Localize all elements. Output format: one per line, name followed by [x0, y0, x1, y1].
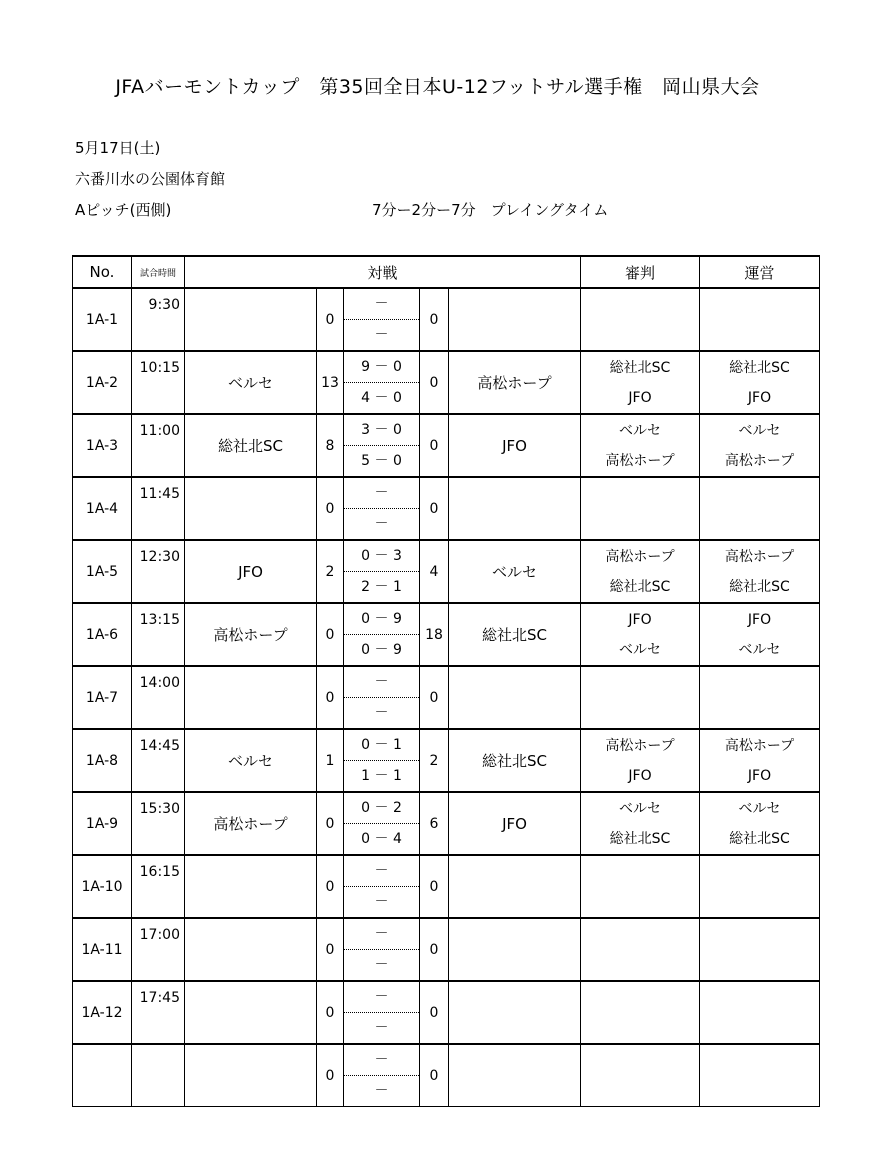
referee-2: JFO — [628, 389, 652, 406]
home-team: ベルセ — [185, 351, 317, 414]
away-total-score: 0 — [420, 351, 449, 414]
referee-teams — [581, 477, 700, 540]
referee-teams — [581, 981, 700, 1044]
operation-2: 総社北SC — [729, 578, 790, 595]
referee-2 — [581, 1013, 699, 1043]
second-half-score: － — [374, 1020, 389, 1036]
match-number: 1A-7 — [73, 666, 132, 729]
match-date: 5月17日(土) — [75, 139, 161, 157]
referee-1: 総社北SC — [609, 359, 671, 376]
away-team — [449, 855, 581, 918]
half-scores — [344, 603, 420, 666]
half-scores — [344, 855, 420, 918]
match-time: 17:45 — [132, 981, 185, 1044]
referee-teams — [581, 855, 700, 918]
home-total-score: 0 — [317, 1044, 344, 1107]
operation-2: JFO — [747, 389, 772, 406]
operation-1 — [700, 857, 819, 887]
operation-2 — [700, 698, 819, 728]
first-half-score: － — [344, 478, 419, 509]
pitch-name: Aピッチ(西側) — [75, 201, 172, 219]
operation-1: 高松ホープ — [724, 737, 795, 754]
operation-teams — [700, 1044, 820, 1107]
header-match: 対戦 — [185, 256, 581, 288]
half-scores — [344, 288, 420, 351]
second-half-score: － — [374, 327, 389, 343]
away-total-score: 0 — [420, 288, 449, 351]
operation-2: 高松ホープ — [724, 452, 795, 469]
venue-name: 六番川水の公園体育館 — [75, 170, 226, 188]
referee-teams — [581, 1044, 700, 1107]
operation-1 — [700, 479, 819, 509]
referee-teams — [581, 414, 700, 477]
match-time: 17:00 — [132, 918, 185, 981]
operation-2 — [700, 509, 819, 539]
referee-2 — [581, 1076, 699, 1106]
match-number: 1A-5 — [73, 540, 132, 603]
second-half-score: 0 － 9 — [361, 642, 402, 658]
operation-1: 高松ホープ — [724, 548, 795, 565]
operation-2 — [700, 320, 819, 350]
match-time: 12:30 — [132, 540, 185, 603]
away-total-score: 0 — [420, 918, 449, 981]
referee-1 — [581, 920, 699, 950]
home-total-score: 0 — [317, 603, 344, 666]
match-number — [73, 1044, 132, 1107]
half-scores — [344, 792, 420, 855]
match-number: 1A-8 — [73, 729, 132, 792]
operation-1 — [700, 983, 819, 1013]
table-row — [73, 603, 820, 666]
half-scores — [344, 414, 420, 477]
operation-teams — [700, 603, 820, 666]
half-scores — [344, 477, 420, 540]
half-scores — [344, 540, 420, 603]
table-row — [73, 855, 820, 918]
match-time: 14:45 — [132, 729, 185, 792]
home-total-score: 0 — [317, 981, 344, 1044]
home-team — [185, 981, 317, 1044]
referee-teams — [581, 729, 700, 792]
second-half-score: － — [374, 516, 389, 532]
operation-2 — [700, 887, 819, 917]
home-team: 高松ホープ — [185, 603, 317, 666]
operation-teams — [700, 729, 820, 792]
home-team: JFO — [185, 540, 317, 603]
table-row — [73, 981, 820, 1044]
home-team — [185, 288, 317, 351]
referee-teams — [581, 540, 700, 603]
away-team: 総社北SC — [449, 603, 581, 666]
home-team — [185, 918, 317, 981]
away-total-score: 4 — [420, 540, 449, 603]
first-half-score: 9 － 0 — [344, 352, 419, 383]
match-number: 1A-3 — [73, 414, 132, 477]
header-referee: 審判 — [581, 256, 700, 288]
operation-1: JFO — [747, 611, 772, 628]
home-total-score: 0 — [317, 792, 344, 855]
second-half-score: 0 － 4 — [361, 831, 402, 847]
second-half-score: 4 － 0 — [361, 390, 402, 406]
away-total-score: 0 — [420, 666, 449, 729]
table-row — [73, 477, 820, 540]
operation-teams — [700, 540, 820, 603]
home-total-score: 0 — [317, 666, 344, 729]
referee-2 — [581, 887, 699, 917]
half-scores — [344, 666, 420, 729]
referee-1 — [581, 1046, 699, 1076]
second-half-score: 5 － 0 — [361, 453, 402, 469]
half-scores — [344, 918, 420, 981]
operation-1 — [700, 668, 819, 698]
referee-2 — [581, 320, 699, 350]
referee-1: ベルセ — [619, 800, 661, 817]
first-half-score: － — [344, 289, 419, 320]
operation-1 — [700, 1046, 819, 1076]
match-time — [132, 1044, 185, 1107]
referee-1: 高松ホープ — [605, 548, 675, 565]
match-number: 1A-11 — [73, 918, 132, 981]
home-team — [185, 1044, 317, 1107]
operation-teams — [700, 855, 820, 918]
first-half-score: － — [344, 919, 419, 950]
match-time: 9:30 — [132, 288, 185, 351]
away-total-score: 0 — [420, 981, 449, 1044]
home-team: ベルセ — [185, 729, 317, 792]
table-row — [73, 729, 820, 792]
match-time: 16:15 — [132, 855, 185, 918]
match-number: 1A-12 — [73, 981, 132, 1044]
away-team: 高松ホープ — [449, 351, 581, 414]
home-team: 高松ホープ — [185, 792, 317, 855]
referee-2 — [581, 698, 699, 728]
first-half-score: 0 － 3 — [344, 541, 419, 572]
away-total-score: 18 — [420, 603, 449, 666]
half-scores — [344, 729, 420, 792]
match-time: 11:45 — [132, 477, 185, 540]
away-team — [449, 477, 581, 540]
home-total-score: 0 — [317, 855, 344, 918]
home-team — [185, 666, 317, 729]
away-total-score: 0 — [420, 1044, 449, 1107]
first-half-score: 0 － 1 — [344, 730, 419, 761]
operation-teams — [700, 666, 820, 729]
second-half-score: － — [374, 957, 389, 973]
second-half-score: － — [374, 1083, 389, 1099]
referee-teams — [581, 351, 700, 414]
referee-2: ベルセ — [619, 641, 661, 658]
schedule-table — [72, 255, 820, 1107]
referee-2: 高松ホープ — [605, 452, 675, 469]
match-number: 1A-10 — [73, 855, 132, 918]
table-row — [73, 414, 820, 477]
table-row — [73, 792, 820, 855]
operation-1 — [700, 290, 819, 320]
first-half-score: － — [344, 856, 419, 887]
referee-1: ベルセ — [619, 422, 661, 439]
first-half-score: 3 － 0 — [344, 415, 419, 446]
match-time: 10:15 — [132, 351, 185, 414]
match-time: 14:00 — [132, 666, 185, 729]
second-half-score: － — [374, 705, 389, 721]
operation-teams — [700, 477, 820, 540]
away-total-score: 0 — [420, 414, 449, 477]
operation-teams — [700, 288, 820, 351]
first-half-score: － — [344, 667, 419, 698]
operation-2: JFO — [747, 767, 772, 784]
away-total-score: 0 — [420, 477, 449, 540]
referee-1 — [581, 857, 699, 887]
table-row — [73, 666, 820, 729]
operation-1: ベルセ — [738, 422, 781, 439]
header-no: No. — [73, 256, 132, 288]
operation-2: ベルセ — [738, 641, 781, 658]
referee-1 — [581, 668, 699, 698]
referee-1: 高松ホープ — [605, 737, 675, 754]
referee-1: JFO — [628, 611, 652, 628]
referee-teams — [581, 918, 700, 981]
away-team — [449, 288, 581, 351]
match-time: 15:30 — [132, 792, 185, 855]
referee-2 — [581, 950, 699, 980]
operation-teams — [700, 351, 820, 414]
table-row — [73, 1044, 820, 1107]
header-time: 試合時間 — [132, 256, 185, 288]
first-half-score: 0 － 9 — [344, 604, 419, 635]
referee-teams — [581, 792, 700, 855]
table-row — [73, 918, 820, 981]
home-team — [185, 855, 317, 918]
home-total-score: 0 — [317, 288, 344, 351]
match-time: 11:00 — [132, 414, 185, 477]
match-number: 1A-9 — [73, 792, 132, 855]
match-number: 1A-6 — [73, 603, 132, 666]
home-total-score: 0 — [317, 477, 344, 540]
away-team — [449, 918, 581, 981]
operation-2 — [700, 1013, 819, 1043]
table-row — [73, 540, 820, 603]
home-team: 総社北SC — [185, 414, 317, 477]
away-team: ベルセ — [449, 540, 581, 603]
half-scores — [344, 1044, 420, 1107]
away-team: 総社北SC — [449, 729, 581, 792]
away-team — [449, 981, 581, 1044]
second-half-score: 1 － 1 — [361, 768, 402, 784]
table-row — [73, 288, 820, 351]
operation-teams — [700, 792, 820, 855]
operation-teams — [700, 414, 820, 477]
referee-2 — [581, 509, 699, 539]
home-total-score: 8 — [317, 414, 344, 477]
first-half-score: － — [344, 1045, 419, 1076]
referee-2: 総社北SC — [609, 830, 671, 847]
match-number: 1A-1 — [73, 288, 132, 351]
away-team: JFO — [449, 414, 581, 477]
away-total-score: 6 — [420, 792, 449, 855]
table-row — [73, 351, 820, 414]
operation-2: 総社北SC — [729, 830, 790, 847]
operation-1: ベルセ — [738, 800, 781, 817]
operation-1: 総社北SC — [729, 359, 790, 376]
away-total-score: 0 — [420, 855, 449, 918]
first-half-score: － — [344, 982, 419, 1013]
match-number: 1A-4 — [73, 477, 132, 540]
match-number: 1A-2 — [73, 351, 132, 414]
referee-1 — [581, 290, 699, 320]
away-team: JFO — [449, 792, 581, 855]
away-total-score: 2 — [420, 729, 449, 792]
home-total-score: 2 — [317, 540, 344, 603]
first-half-score: 0 － 2 — [344, 793, 419, 824]
operation-2 — [700, 950, 819, 980]
away-team — [449, 1044, 581, 1107]
referee-teams — [581, 666, 700, 729]
header-operation: 運営 — [700, 256, 820, 288]
referee-1 — [581, 479, 699, 509]
home-total-score: 13 — [317, 351, 344, 414]
operation-teams — [700, 981, 820, 1044]
second-half-score: － — [374, 894, 389, 910]
home-total-score: 1 — [317, 729, 344, 792]
page-title: JFAバーモントカップ 第35回全日本U-12フットサル選手権 岡山県大会 — [115, 76, 760, 98]
second-half-score: 2 － 1 — [361, 579, 402, 595]
operation-2 — [700, 1076, 819, 1106]
operation-1 — [700, 920, 819, 950]
referee-teams — [581, 603, 700, 666]
referee-2: JFO — [628, 767, 652, 784]
referee-teams — [581, 288, 700, 351]
half-scores — [344, 351, 420, 414]
referee-1 — [581, 983, 699, 1013]
operation-teams — [700, 918, 820, 981]
away-team — [449, 666, 581, 729]
match-rules: 7分ー2分ー7分 プレイングタイム — [372, 201, 609, 219]
half-scores — [344, 981, 420, 1044]
home-total-score: 0 — [317, 918, 344, 981]
referee-2: 総社北SC — [609, 578, 671, 595]
match-time: 13:15 — [132, 603, 185, 666]
home-team — [185, 477, 317, 540]
